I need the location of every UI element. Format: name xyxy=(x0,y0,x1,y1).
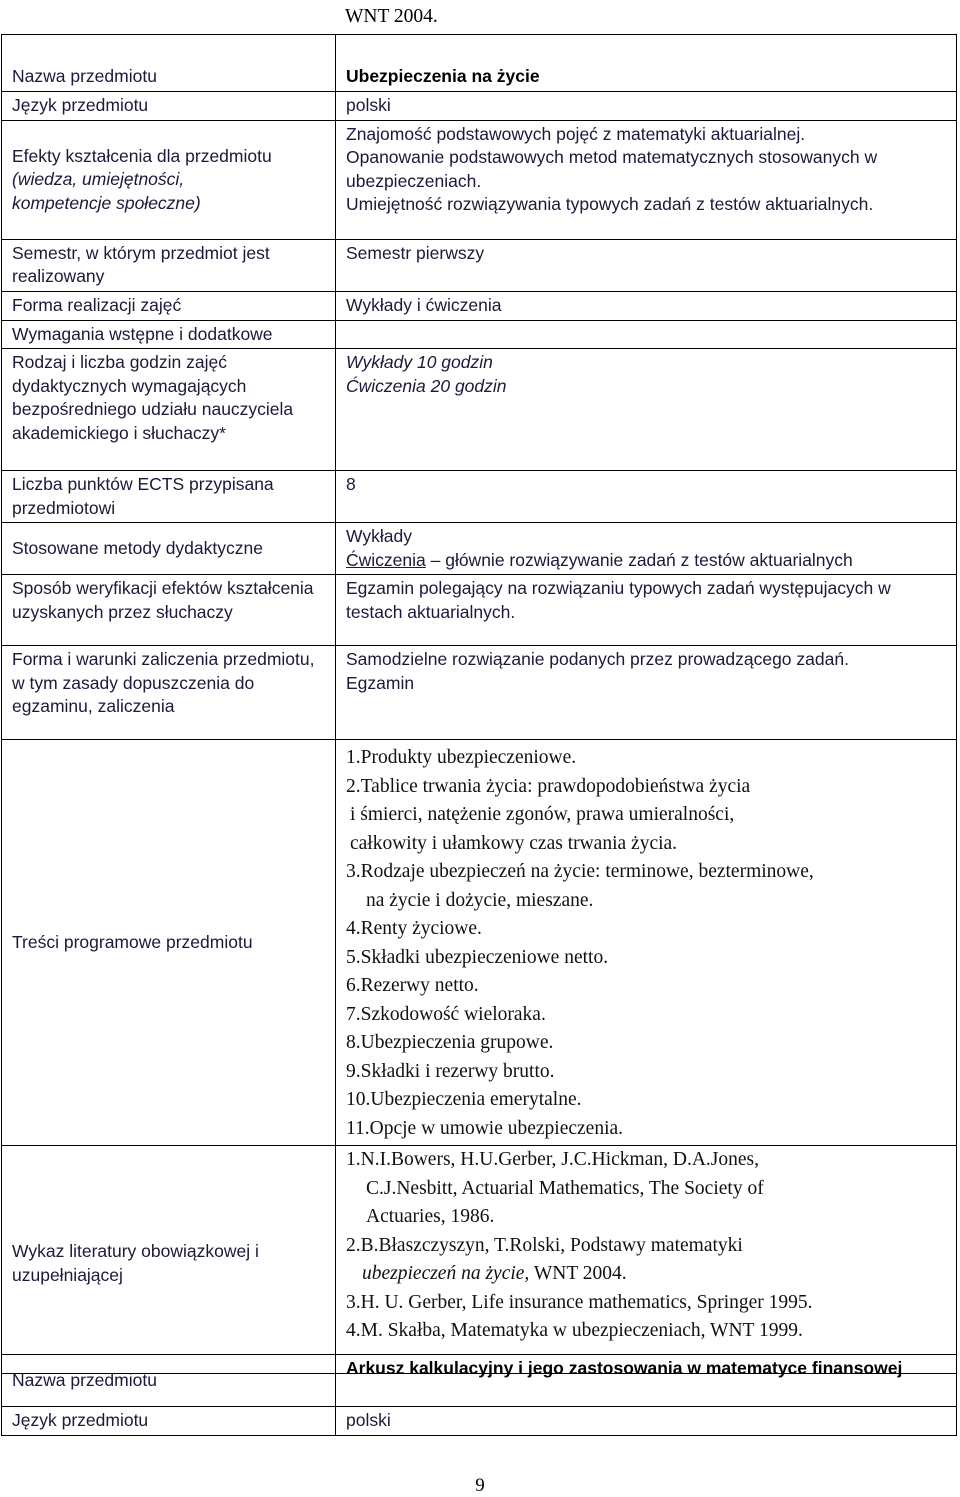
verification-value: Egzamin polegający na rozwiązaniu typowych zadań występujacych w testach aktuarialnych. xyxy=(346,578,891,622)
literature-item-3: 3.H. U. Gerber, Life insurance mathematics, Springer 1995. xyxy=(346,1291,813,1313)
page-number: 9 xyxy=(475,1475,485,1496)
methods-label: Stosowane metody dydaktyczne xyxy=(12,538,263,558)
lang-label-2: Język przedmiotu xyxy=(12,1410,149,1430)
literature-item-2b xyxy=(346,1260,946,1289)
literature-item-1a: 1.N.I.Bowers, H.U.Gerber, J.C.Hickman, D.A.Jones, xyxy=(346,1149,759,1170)
ects-value: 8 xyxy=(346,474,356,494)
literature-item-2b-italic: ubezpieczeń na życie, xyxy=(362,1263,530,1284)
conditions-label: Forma i warunki zaliczenia przedmiotu, w tym zasady dopuszczenia do egzaminu, zaliczenia xyxy=(12,649,315,716)
content-item: 2.Tablice trwania życia: prawdopodobieństwa życia xyxy=(346,775,751,797)
effects-label-1: Efekty kształcenia dla przedmiotu xyxy=(12,145,272,166)
methods-lectures: Wykłady xyxy=(346,526,412,546)
methods-exercises-desc: – głównie rozwiązywanie zadań z testów aktuarialnych xyxy=(425,549,853,570)
content-item: 8.Ubezpieczenia grupowe. xyxy=(346,1032,554,1053)
name-label-cell xyxy=(2,35,336,92)
form-label: Forma realizacji zajęć xyxy=(12,294,182,315)
lang-value-2: polski xyxy=(346,1410,391,1430)
methods-exercises xyxy=(346,549,946,573)
lang-label: Język przedmiotu xyxy=(12,95,149,115)
effects-value-1: Znajomość podstawowych pojęć z matematyki aktuarialnej. xyxy=(346,123,806,144)
course-name: Ubezpieczenia na życie xyxy=(346,66,540,86)
course-name-2: Arkusz kalkulacyjny i jego zastosowania w matematyce finansowej xyxy=(346,1358,903,1378)
course-table-2 xyxy=(1,1354,957,1436)
content-item: 4.Renty życiowe. xyxy=(346,918,482,939)
conditions-value-2: Egzamin xyxy=(346,672,415,693)
literature-item-1c: Actuaries, 1986. xyxy=(366,1206,495,1227)
literature-item-1b: C.J.Nesbitt, Actuarial Mathematics, The Society of xyxy=(366,1177,764,1199)
content-item: 6.Rezerwy netto. xyxy=(346,975,479,996)
content-item: 5.Składki ubezpieczeniowe netto. xyxy=(346,946,609,968)
ects-label: Liczba punktów ECTS przypisana przedmiotowi xyxy=(12,474,274,518)
form-value: Wykłady i ćwiczenia xyxy=(346,294,502,315)
content-item: 11.Opcje w umowie ubezpieczenia. xyxy=(346,1117,624,1139)
content-item: 1.Produkty ubezpieczeniowe. xyxy=(346,747,577,768)
course-table-1 xyxy=(1,34,957,1374)
header-line: WNT 2004. xyxy=(345,6,438,27)
content-item: całkowity i ułamkowy czas trwania życia. xyxy=(350,832,678,854)
literature-list xyxy=(346,1146,946,1346)
effects-value-2: Opanowanie podstawowych metod matematycznych stosowanych w ubezpieczeniach. xyxy=(346,147,878,191)
content-item: 7.Szkodowość wieloraka. xyxy=(346,1003,546,1025)
literature-item-2b-rest: WNT 2004. xyxy=(529,1263,627,1284)
hours-lecture: Wykłady 10 godzin xyxy=(346,352,493,372)
literature-item-2a: 2.B.Błaszczyszyn, T.Rolski, Podstawy matematyki xyxy=(346,1234,743,1256)
literature-label: Wykaz literatury obowiązkowej i uzupełniającej xyxy=(12,1241,259,1285)
name-label: Nazwa przedmiotu xyxy=(12,66,157,86)
effects-label-2: (wiedza, umiejętności, xyxy=(12,169,185,189)
effects-label-3: kompetencje społeczne) xyxy=(12,192,201,213)
conditions-value-1: Samodzielne rozwiązanie podanych przez prowadzącego zadań. xyxy=(346,649,849,669)
hours-label: Rodzaj i liczba godzin zajęć dydaktycznych wymagających bezpośredniego udziału nauczyciela akademickiego i słuchaczy* xyxy=(12,352,294,443)
hours-exercises: Ćwiczenia 20 godzin xyxy=(346,375,507,396)
methods-exercises-word: Ćwiczenia xyxy=(346,549,426,570)
name-label-2: Nazwa przedmiotu xyxy=(12,1369,157,1390)
content-list xyxy=(346,742,946,1143)
lang-value: polski xyxy=(346,95,391,115)
content-item: 3.Rodzaje ubezpieczeń na życie: terminowe, bezterminowe, xyxy=(346,861,814,882)
name-value-cell xyxy=(336,35,957,92)
content-item: 9.Składki i rezerwy brutto. xyxy=(346,1060,555,1082)
content-label: Treści programowe przedmiotu xyxy=(12,931,253,952)
semester-value: Semestr pierwszy xyxy=(346,242,485,263)
content-item: na życie i dożycie, mieszane. xyxy=(366,889,594,911)
semester-label: Semestr, w którym przedmiot jest realizowany xyxy=(12,242,270,286)
content-item: i śmierci, natężenie zgonów, prawa umieralności, xyxy=(350,804,735,825)
requirements-label: Wymagania wstępne i dodatkowe xyxy=(12,323,273,344)
verification-label: Sposób weryfikacji efektów kształcenia uzyskanych przez słuchaczy xyxy=(12,578,314,622)
content-item: 10.Ubezpieczenia emerytalne. xyxy=(346,1089,582,1110)
literature-item-4: 4.M. Skałba, Matematyka w ubezpieczeniach, WNT 1999. xyxy=(346,1320,803,1341)
effects-value-3: Umiejętność rozwiązywania typowych zadań z testów aktuarialnych. xyxy=(346,194,874,214)
